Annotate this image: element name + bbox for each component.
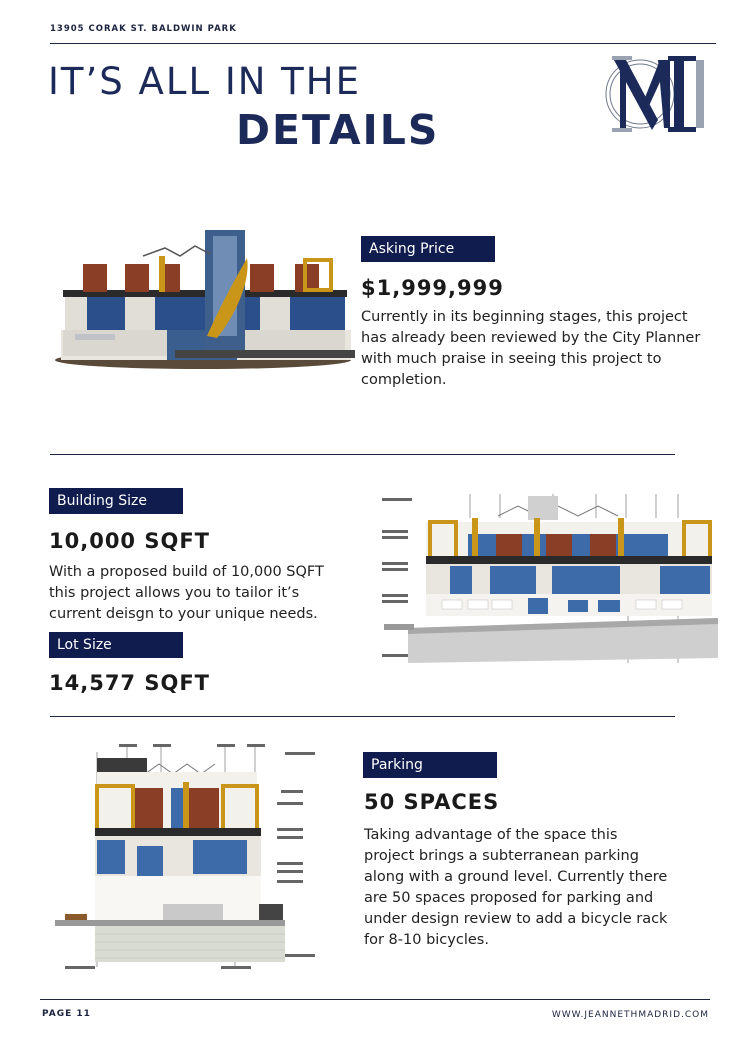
front-elevation-drawing [378, 488, 720, 668]
parking-value: 50 SPACES [364, 790, 500, 814]
building-size-description: With a proposed build of 10,000 SQFT this project allows you to tailor it’s current deisgn to your unique needs. [49, 564, 324, 622]
asking-price-value: $1,999,999 [361, 276, 504, 300]
page-number: PAGE 11 [42, 1009, 91, 1019]
page-title-line2: DETAILS [236, 106, 440, 154]
asking-price-label: Asking Price [361, 236, 495, 262]
website-link[interactable]: WWW.JEANNETHMADRID.COM [551, 1010, 709, 1020]
page-title-line1: IT’S ALL IN THE [48, 60, 361, 103]
lot-size-label: Lot Size [49, 632, 183, 658]
side-elevation-drawing [55, 742, 320, 972]
asking-price-description: Currently in its beginning stages, this project has already been reviewed by the City Planner with much praise in seeing this project to completion. [361, 309, 701, 388]
section-divider-1 [50, 454, 675, 455]
top-divider [50, 43, 716, 44]
parking-description: Taking advantage of the space this project brings a subterranean parking along with a ground level. Currently there are 50 spaces proposed for parking and under design review to add a bicycle rack for 8-10 bicycles. [364, 827, 668, 948]
section-divider-2 [50, 716, 675, 717]
building-rendering-image [55, 226, 355, 371]
address-line: 13905 CORAK ST. BALDWIN PARK [50, 24, 237, 34]
building-size-label: Building Size [49, 488, 183, 514]
lot-size-value: 14,577 SQFT [49, 671, 210, 695]
parking-label: Parking [363, 752, 497, 778]
footer-divider [40, 999, 710, 1000]
building-size-value: 10,000 SQFT [49, 529, 210, 553]
mj-monogram-logo [600, 48, 718, 140]
logo-text: MJ [658, 138, 660, 139]
